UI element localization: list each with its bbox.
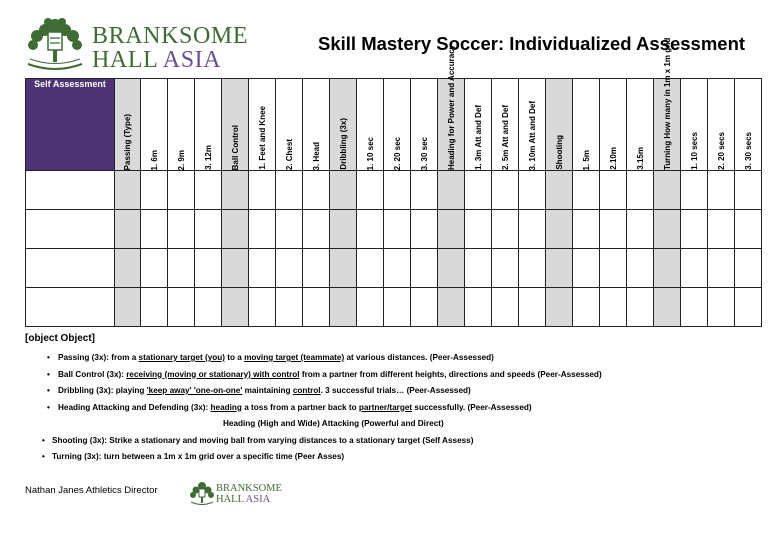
column-header xyxy=(222,79,249,171)
logo-line1: BRANKSOME xyxy=(92,23,249,49)
score-cell[interactable] xyxy=(573,171,600,210)
score-cell[interactable] xyxy=(249,210,276,249)
score-cell[interactable] xyxy=(411,171,438,210)
score-cell[interactable] xyxy=(546,210,573,249)
logo-line2b: ASIA xyxy=(162,47,222,73)
column-header-label: 1. Feet and Knee xyxy=(257,106,267,170)
column-header xyxy=(465,79,492,171)
column-header-label: 2. 9m xyxy=(176,149,186,170)
footer-logo-line2b: ASIA xyxy=(245,494,271,505)
column-header xyxy=(654,37,681,171)
score-cell[interactable] xyxy=(465,171,492,210)
score-cell[interactable] xyxy=(222,249,249,288)
column-header xyxy=(600,79,627,171)
name-cell[interactable] xyxy=(26,171,115,210)
score-cell[interactable] xyxy=(384,288,411,327)
score-cell[interactable] xyxy=(276,288,303,327)
score-cell[interactable] xyxy=(681,288,708,327)
score-cell[interactable] xyxy=(627,288,654,327)
column-header xyxy=(735,79,762,171)
column-header xyxy=(627,79,654,171)
column-header xyxy=(330,79,357,171)
column-header-label: 1. 5m xyxy=(581,149,591,170)
score-cell[interactable] xyxy=(708,171,735,210)
logo-wordmark xyxy=(92,24,248,72)
score-cell[interactable] xyxy=(735,249,762,288)
score-cell[interactable] xyxy=(357,288,384,327)
score-cell[interactable] xyxy=(546,288,573,327)
score-cell[interactable] xyxy=(492,249,519,288)
score-cell[interactable] xyxy=(303,249,330,288)
column-header-label: 3. 10m Att and Def xyxy=(527,100,537,170)
score-cell[interactable] xyxy=(438,249,465,288)
score-cell[interactable] xyxy=(115,288,141,327)
score-cell[interactable] xyxy=(600,288,627,327)
column-header xyxy=(546,79,573,171)
score-cell[interactable] xyxy=(115,171,141,210)
score-cell[interactable] xyxy=(303,210,330,249)
self-assessment-header: Self Assessment xyxy=(26,79,115,171)
technique-passing: • Passing (3x): from a stationary target (you) to a moving target (teammate) at various distances. (Peer-Assessed) xyxy=(25,350,602,367)
column-header xyxy=(303,79,330,171)
score-cell[interactable] xyxy=(411,288,438,327)
column-header-label: 1. 10 secs xyxy=(689,132,699,170)
score-cell[interactable] xyxy=(465,249,492,288)
score-cell[interactable] xyxy=(573,249,600,288)
column-header-label: 3. Head xyxy=(311,141,321,170)
score-cell[interactable] xyxy=(330,288,357,327)
column-header xyxy=(411,79,438,171)
score-cell[interactable] xyxy=(654,171,681,210)
school-logo xyxy=(24,14,249,76)
table-row xyxy=(26,210,762,249)
score-cell[interactable] xyxy=(573,210,600,249)
technique-heading: • Heading Attacking and Defending (3x): heading a toss from a partner back to partner/target successfully. (Peer-Assessed) xyxy=(25,400,602,417)
techniques-section xyxy=(25,333,602,466)
score-cell[interactable] xyxy=(357,210,384,249)
score-cell[interactable] xyxy=(654,288,681,327)
name-cell[interactable] xyxy=(26,210,115,249)
score-cell[interactable] xyxy=(357,171,384,210)
score-cell[interactable] xyxy=(115,210,141,249)
score-cell[interactable] xyxy=(438,288,465,327)
column-header xyxy=(573,79,600,171)
score-cell[interactable] xyxy=(411,249,438,288)
score-cell[interactable] xyxy=(249,249,276,288)
column-header xyxy=(492,79,519,171)
table-row xyxy=(26,249,762,288)
score-cell[interactable] xyxy=(249,288,276,327)
score-cell[interactable] xyxy=(654,210,681,249)
technique-ball-control: • Ball Control (3x): receiving (moving or stationary) with control from a partner from different heights, directions and speeds (Peer-Assessed) xyxy=(25,367,602,384)
score-cell[interactable] xyxy=(357,249,384,288)
footer-crest-icon xyxy=(189,480,215,506)
score-cell[interactable] xyxy=(681,171,708,210)
score-cell[interactable] xyxy=(384,210,411,249)
score-cell[interactable] xyxy=(195,288,222,327)
column-header-label: 3. 12m xyxy=(203,145,213,170)
score-cell[interactable] xyxy=(546,171,573,210)
column-header-label: 2. 20 secs xyxy=(716,132,726,170)
footer-logo-line2a: HALL xyxy=(216,494,244,505)
score-cell[interactable] xyxy=(222,210,249,249)
techniques-list xyxy=(25,350,602,466)
score-cell[interactable] xyxy=(492,210,519,249)
score-cell[interactable] xyxy=(141,210,168,249)
score-cell[interactable] xyxy=(627,249,654,288)
column-header xyxy=(519,79,546,171)
score-cell[interactable] xyxy=(195,171,222,210)
score-cell[interactable] xyxy=(276,210,303,249)
score-cell[interactable] xyxy=(546,249,573,288)
score-cell[interactable] xyxy=(384,171,411,210)
score-cell[interactable] xyxy=(168,249,195,288)
score-cell[interactable] xyxy=(465,288,492,327)
table-row xyxy=(26,171,762,210)
column-header-label: 2. 5m Att and Def xyxy=(500,104,510,170)
score-cell[interactable] xyxy=(330,210,357,249)
score-cell[interactable] xyxy=(600,210,627,249)
score-cell[interactable] xyxy=(708,210,735,249)
score-cell[interactable] xyxy=(195,210,222,249)
technique-dribbling: • Dribbling (3x): playing 'keep away' 'one-on-one' maintaining control. 3 successful trials… (Peer-Assessed) xyxy=(25,383,602,400)
score-cell[interactable] xyxy=(627,210,654,249)
score-cell[interactable] xyxy=(168,210,195,249)
column-header-label: 1. 6m xyxy=(149,149,159,170)
column-header-label: Shooting xyxy=(554,135,564,170)
score-cell[interactable] xyxy=(438,210,465,249)
score-cell[interactable] xyxy=(303,171,330,210)
column-header-label: 1. 10 sec xyxy=(365,136,375,170)
column-header xyxy=(708,79,735,171)
score-cell[interactable] xyxy=(519,210,546,249)
technique-heading-sub: Heading (High and Wide) Attacking (Powerful and Direct) xyxy=(223,419,444,428)
score-cell[interactable] xyxy=(141,249,168,288)
score-cell[interactable] xyxy=(276,171,303,210)
score-cell[interactable] xyxy=(735,171,762,210)
footer-logo-line1: BRANKSOME xyxy=(216,483,282,494)
footer-logo xyxy=(189,480,284,508)
logo-line2a: HALL xyxy=(92,47,158,73)
column-header-label: Ball Control xyxy=(230,124,240,170)
column-header-label: 2.10m xyxy=(608,147,618,170)
column-header-label: 2. Chest xyxy=(284,138,294,170)
score-cell[interactable] xyxy=(600,171,627,210)
score-cell[interactable] xyxy=(735,210,762,249)
table-row xyxy=(26,288,762,327)
score-cell[interactable] xyxy=(168,171,195,210)
score-cell[interactable] xyxy=(708,288,735,327)
column-header-label: 3. 30 sec xyxy=(419,136,429,170)
column-header xyxy=(249,79,276,171)
score-cell[interactable] xyxy=(222,288,249,327)
score-cell[interactable] xyxy=(330,171,357,210)
score-cell[interactable] xyxy=(573,288,600,327)
score-cell[interactable] xyxy=(141,288,168,327)
score-cell[interactable] xyxy=(195,249,222,288)
score-cell[interactable] xyxy=(519,288,546,327)
column-header-label: 2. 20 sec xyxy=(392,136,402,170)
column-header-label: Turning How many in 1m x 1m grid xyxy=(662,37,672,170)
column-header xyxy=(115,79,141,171)
column-header xyxy=(681,79,708,171)
column-header xyxy=(141,79,168,171)
score-cell[interactable] xyxy=(681,210,708,249)
column-header-label: Heading for Power and Accuracy xyxy=(446,44,456,170)
crest-tree-icon xyxy=(24,14,86,74)
column-header-label: Passing (Type) xyxy=(123,113,132,170)
column-header xyxy=(438,44,465,171)
column-header xyxy=(276,79,303,171)
technique-turning: • Turning (3x): turn between a 1m x 1m grid over a specific time (Peer Asses) xyxy=(25,449,602,466)
score-cell[interactable] xyxy=(276,249,303,288)
column-header xyxy=(168,79,195,171)
score-cell[interactable] xyxy=(168,288,195,327)
score-cell[interactable] xyxy=(222,171,249,210)
score-cell[interactable] xyxy=(708,249,735,288)
score-cell[interactable] xyxy=(249,171,276,210)
column-header-label: Dribbling (3x) xyxy=(338,118,348,170)
score-cell[interactable] xyxy=(519,249,546,288)
column-header-label: 1. 3m Att and Def xyxy=(473,104,483,170)
table-header-row xyxy=(26,79,762,171)
score-cell[interactable] xyxy=(438,171,465,210)
score-cell[interactable] xyxy=(492,171,519,210)
table-body xyxy=(26,171,762,327)
score-cell[interactable] xyxy=(303,288,330,327)
column-header xyxy=(357,79,384,171)
score-cell[interactable] xyxy=(654,249,681,288)
score-cell[interactable] xyxy=(627,171,654,210)
column-header xyxy=(384,79,411,171)
column-header-label: 3.15m xyxy=(635,147,645,170)
score-cell[interactable] xyxy=(141,171,168,210)
score-cell[interactable] xyxy=(492,288,519,327)
score-cell[interactable] xyxy=(384,249,411,288)
score-cell[interactable] xyxy=(115,249,141,288)
name-cell[interactable] xyxy=(26,249,115,288)
score-cell[interactable] xyxy=(411,210,438,249)
score-cell[interactable] xyxy=(600,249,627,288)
score-cell[interactable] xyxy=(681,249,708,288)
score-cell[interactable] xyxy=(735,288,762,327)
column-header xyxy=(195,79,222,171)
column-header-label: 3. 30 secs xyxy=(743,132,753,170)
techniques-heading: [object Object] xyxy=(25,333,96,344)
footer-signature: Nathan Janes Athletics Director xyxy=(25,485,158,496)
technique-shooting: • Shooting (3x): Strike a stationary and moving ball from varying distances to a stationary target (Self Assess) xyxy=(25,433,602,450)
score-cell[interactable] xyxy=(465,210,492,249)
page-title: Skill Mastery Soccer: Individualized Assessment xyxy=(318,33,746,54)
score-cell[interactable] xyxy=(330,249,357,288)
score-cell[interactable] xyxy=(519,171,546,210)
name-cell[interactable] xyxy=(26,288,115,327)
